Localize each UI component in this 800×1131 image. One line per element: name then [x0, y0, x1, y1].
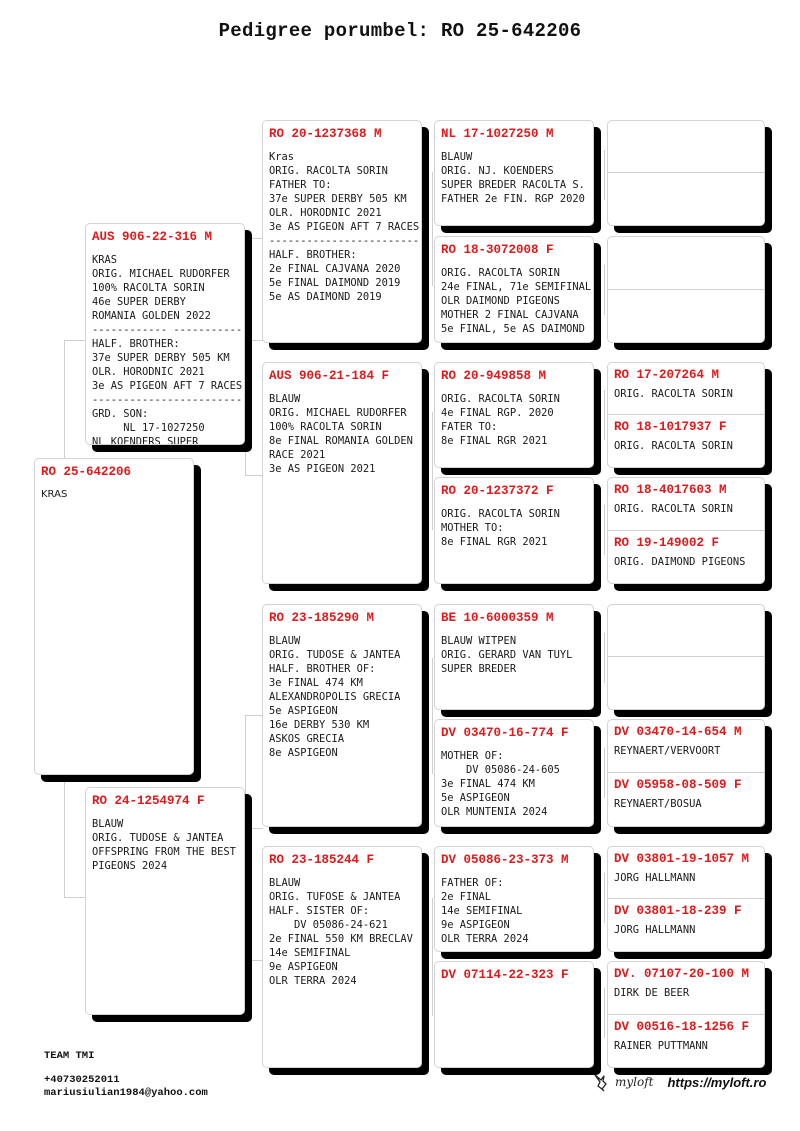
great-grandparent-card[interactable]: [434, 362, 594, 468]
granddam-paternal-card[interactable]: [262, 362, 422, 584]
gen5-sire[interactable]: [608, 605, 764, 657]
ring-number: RO 20-949858 M: [441, 369, 547, 383]
pigeon-notes: MOTHER OF: DV 05086-24-605 3e FINAL 474 KM 5e ASPIGEON OLR MUNTENIA 2024: [441, 750, 560, 818]
pigeon-notes: KRAS: [41, 489, 68, 500]
great-grandparent-card[interactable]: [434, 120, 594, 226]
pigeon-notes: BLAUW ORIG. NJ. KOENDERS SUPER BREDER RACOLTA S. FATHER 2e FIN. RGP 2020: [441, 151, 585, 205]
ring-number: DV 03801-18-239 F: [614, 904, 742, 918]
great-grandparent-card[interactable]: [434, 719, 594, 827]
ring-number: RO 18-1017937 F: [614, 420, 727, 434]
pigeon-notes: KRAS ORIG. MICHAEL RUDORFER 100% RACOLTA SORIN 46e SUPER DERBY ROMANIA GOLDEN 2022 ------------ ----------- HALF. BROTHER: 37e SUPER DERBY 505 KM OLR. HORODNIC 2021 3e AS PIGEON AFT 7 RACES ------------------------ GRD. SON: NL 17-1027250 NL KOENDERS SUPER: [92, 254, 243, 445]
ring-number: RO 17-207264 M: [614, 368, 720, 382]
gen5-dam[interactable]: [608, 415, 764, 467]
subject-card[interactable]: [34, 458, 194, 775]
gen5-dam[interactable]: [608, 1015, 764, 1068]
pigeon-notes: FATHER OF: 2e FINAL 14e SEMIFINAL 9e ASPIGEON OLR TERRA 2024: [441, 877, 529, 945]
gen5-sire[interactable]: [608, 478, 764, 531]
granddam-maternal-card[interactable]: [262, 846, 422, 1068]
pigeon-notes: [608, 610, 764, 615]
ring-number: RO 25-642206: [41, 465, 132, 479]
pigeon-notes: Kras ORIG. RACOLTA SORIN FATHER TO: 37e SUPER DERBY 505 KM OLR. HORODNIC 2021 3e AS PIGEON AFT 7 RACES ------------------------ HALF. BROTHER: 2e FINAL CAJVANA 2020 5e FINAL DAIMOND 2019 5e AS DAIMOND 2019: [269, 151, 420, 303]
great-grandparent-card[interactable]: [434, 236, 594, 343]
ring-number: DV 00516-18-1256 F: [614, 1019, 750, 1034]
pigeon-notes: BLAUW ORIG. TUFOSE & JANTEA HALF. SISTER OF: DV 05086-24-621 2e FINAL 550 KM BRECLAV 14e SEMIFINAL 9e ASPIGEON OLR TERRA 2024: [269, 877, 413, 987]
ring-number: DV 07114-22-323 F: [441, 968, 569, 982]
gen5-pair-card[interactable]: [607, 477, 765, 584]
ring-number: DV 05958-08-509 F: [614, 778, 742, 792]
team-name: TEAM TMI: [44, 1050, 95, 1062]
great-grandparent-card[interactable]: [434, 604, 594, 710]
gen5-pair-card[interactable]: [607, 362, 765, 468]
pigeon-notes: BLAUW WITPEN ORIG. GERARD VAN TUYL SUPER BREDER: [441, 635, 573, 675]
pigeon-notes: ORIG. RACOLTA SORIN: [614, 440, 733, 452]
ring-number: DV 03470-16-774 F: [441, 726, 569, 740]
ring-number: NL 17-1027250 M: [441, 127, 554, 141]
ring-number: DV 03801-19-1057 M: [614, 852, 750, 866]
ring-number: RO 18-3072008 F: [441, 243, 554, 257]
brand-url-link[interactable]: https://myloft.ro: [667, 1074, 767, 1090]
grandsire-paternal-card[interactable]: [262, 120, 422, 343]
pigeon-notes: DIRK DE BEER: [614, 987, 690, 999]
sire-card[interactable]: [85, 223, 245, 445]
ring-number: DV. 07107-20-100 M: [614, 967, 750, 981]
gen5-pair-card[interactable]: [607, 846, 765, 952]
pigeon-notes: ORIG. RACOLTA SORIN MOTHER TO: 8e FINAL RGR 2021: [441, 508, 560, 548]
gen5-sire[interactable]: [608, 847, 764, 899]
gen5-dam[interactable]: [608, 290, 764, 343]
contact-phone: +40730252011: [44, 1074, 120, 1086]
pigeon-logo-icon: [592, 1072, 612, 1092]
brand: [592, 1072, 766, 1092]
pigeon-notes: ORIG. DAIMOND PIGEONS: [614, 555, 746, 568]
pigeon-notes: REYNAERT/VERVOORT: [614, 745, 721, 757]
great-grandparent-card[interactable]: [434, 477, 594, 584]
pigeon-notes: ORIG. RACOLTA SORIN: [614, 503, 733, 515]
pigeon-notes: RAINER PUTTMANN: [614, 1039, 708, 1052]
gen5-sire[interactable]: [608, 237, 764, 290]
pigeon-notes: ORIG. RACOLTA SORIN: [614, 388, 733, 400]
ring-number: BE 10-6000359 M: [441, 611, 554, 625]
brand-logo: [592, 1072, 653, 1092]
ring-number: RO 20-1237368 M: [269, 127, 382, 141]
gen5-pair-card[interactable]: [607, 961, 765, 1068]
pigeon-notes: REYNAERT/BOSUA: [614, 798, 702, 810]
pigeon-notes: [435, 982, 593, 991]
gen5-sire[interactable]: [608, 962, 764, 1015]
ring-number: RO 23-185290 M: [269, 611, 375, 625]
grandsire-maternal-card[interactable]: [262, 604, 422, 827]
gen5-dam[interactable]: [608, 531, 764, 584]
pigeon-notes: ORIG. RACOLTA SORIN 24e FINAL, 71e SEMIFINAL OLR DAIMOND PIGEONS MOTHER 2 FINAL CAJVANA 5e FINAL, 5e AS DAIMOND: [441, 267, 592, 335]
ring-number: DV 05086-23-373 M: [441, 853, 569, 867]
gen5-pair-card[interactable]: [607, 236, 765, 343]
ring-number: DV 03470-14-654 M: [614, 725, 742, 739]
gen5-pair-card[interactable]: [607, 604, 765, 710]
pigeon-notes: [608, 242, 764, 247]
gen5-pair-card[interactable]: [607, 120, 765, 226]
gen5-sire[interactable]: [608, 121, 764, 173]
ring-number: RO 19-149002 F: [614, 535, 720, 550]
brand-logo-text: myloft: [615, 1075, 654, 1089]
gen5-pair-card[interactable]: [607, 719, 765, 827]
pigeon-notes: JORG HALLMANN: [614, 872, 696, 884]
pigeon-notes: [608, 126, 764, 131]
gen5-sire[interactable]: [608, 363, 764, 415]
pigeon-notes: [608, 178, 764, 183]
pigeon-notes: [608, 662, 764, 667]
ring-number: AUS 906-22-316 M: [92, 230, 213, 244]
great-grandparent-card[interactable]: [434, 846, 594, 952]
gen5-sire[interactable]: [608, 720, 764, 773]
ring-number: RO 24-1254974 F: [92, 794, 205, 808]
pigeon-notes: ORIG. RACOLTA SORIN 4e FINAL RGP. 2020 FATER TO: 8e FINAL RGR 2021: [441, 393, 560, 447]
page-title: Pedigree porumbel: RO 25-642206: [218, 20, 582, 42]
great-grandparent-card[interactable]: [434, 961, 594, 1068]
pigeon-notes: JORG HALLMANN: [614, 924, 696, 936]
gen5-dam[interactable]: [608, 899, 764, 951]
ring-number: RO 18-4017603 M: [614, 483, 727, 497]
ring-number: AUS 906-21-184 F: [269, 369, 390, 383]
contact-email[interactable]: mariusiulian1984@yahoo.com: [44, 1087, 208, 1099]
gen5-dam[interactable]: [608, 773, 764, 826]
pigeon-notes: [608, 295, 764, 300]
pigeon-notes: BLAUW ORIG. TUDOSE & JANTEA HALF. BROTHER OF: 3e FINAL 474 KM ALEXANDROPOLIS GRECIA 5e ASPIGEON 16e DERBY 530 KM ASKOS GRECIA 8e ASPIGEON: [269, 635, 401, 759]
dam-card[interactable]: [85, 787, 245, 1015]
gen5-dam[interactable]: [608, 657, 764, 709]
gen5-dam[interactable]: [608, 173, 764, 225]
pigeon-notes: BLAUW ORIG. MICHAEL RUDORFER 100% RACOLTA SORIN 8e FINAL ROMANIA GOLDEN RACE 2021 3e AS PIGEON 2021: [269, 393, 413, 475]
ring-number: RO 20-1237372 F: [441, 484, 554, 498]
pigeon-notes: BLAUW ORIG. TUDOSE & JANTEA OFFSPRING FROM THE BEST PIGEONS 2024: [92, 818, 236, 872]
ring-number: RO 23-185244 F: [269, 853, 375, 867]
